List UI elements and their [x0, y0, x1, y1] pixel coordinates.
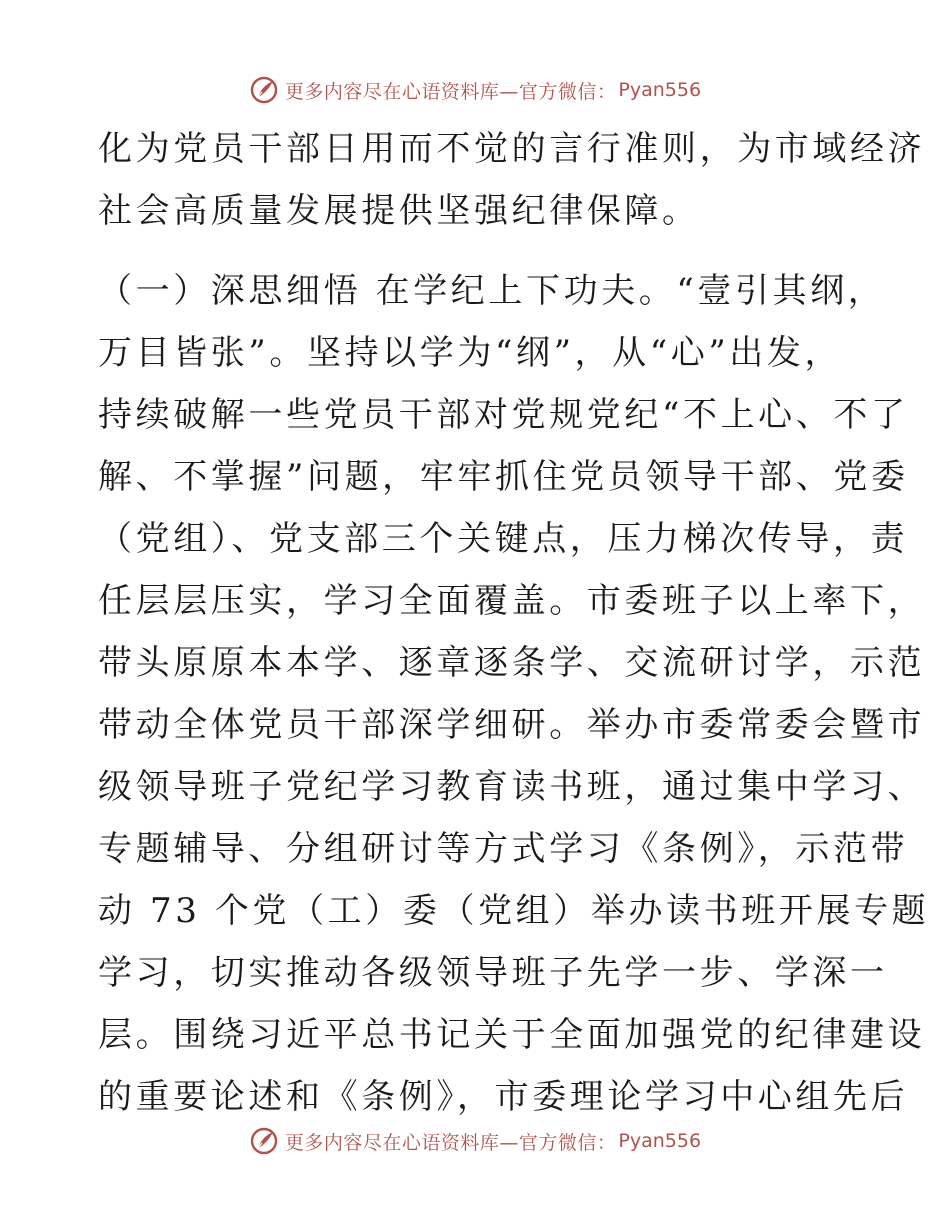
watermark-text: 更多内容尽在心语资料库—官方微信：: [284, 1131, 617, 1154]
text-line: 学习，切实推动各级领导班子先学一步、学深一: [98, 953, 888, 993]
text-line: 带头原原本本学、逐章逐条学、交流研讨学，示范: [98, 643, 926, 683]
text-line: 万目皆张”。坚持以学为“纲”，从“心”出发，: [98, 333, 843, 373]
feather-circle-logo-icon: [249, 75, 279, 105]
text-line: 专题辅导、分组研讨等方式学习《条例》，示范带: [98, 829, 909, 869]
text-line: 带动全体党员干部深学细研。举办市委常委会暨市: [98, 705, 926, 745]
document-body: [98, 118, 930, 1128]
watermark-wechat-id: Pyan556: [618, 1130, 702, 1152]
text-line: 动 73 个党（工）委（党组）举办读书班开展专题: [98, 891, 930, 931]
text-line: 持续破解一些党员干部对党规党纪“不上心、不了: [98, 395, 909, 435]
text-line: 级领导班子党纪学习教育读书班，通过集中学习、: [98, 767, 926, 807]
text-line: 层。围绕习近平总书记关于全面加强党的纪律建设: [98, 1015, 926, 1055]
text-line: 社会高质量发展提供坚强纪律保障。: [98, 191, 700, 231]
text-line: 化为党员干部日用而不觉的言行准则，为市域经济: [98, 129, 926, 169]
text-line: 解、不掌握”问题，牢牢抓住党员领导干部、党委: [98, 457, 909, 497]
header-watermark: [0, 70, 950, 110]
watermark-wechat-id: Pyan556: [618, 79, 702, 101]
text-line: 任层层压实，学习全面覆盖。市委班子以上率下，: [98, 581, 926, 621]
feather-circle-logo-icon: [249, 1126, 279, 1156]
paragraph-2: [98, 260, 930, 1128]
footer-watermark: [0, 1121, 950, 1161]
text-line: （一）深思细悟 在学纪上下功夫。“壹引其纲，: [98, 271, 886, 311]
text-line: （党组）、党支部三个关键点，压力梯次传导，责: [98, 519, 909, 559]
paragraph-1: [98, 118, 926, 242]
watermark-text: 更多内容尽在心语资料库—官方微信：: [284, 80, 617, 103]
text-line: 的重要论述和《条例》，市委理论学习中心组先后: [98, 1077, 909, 1117]
